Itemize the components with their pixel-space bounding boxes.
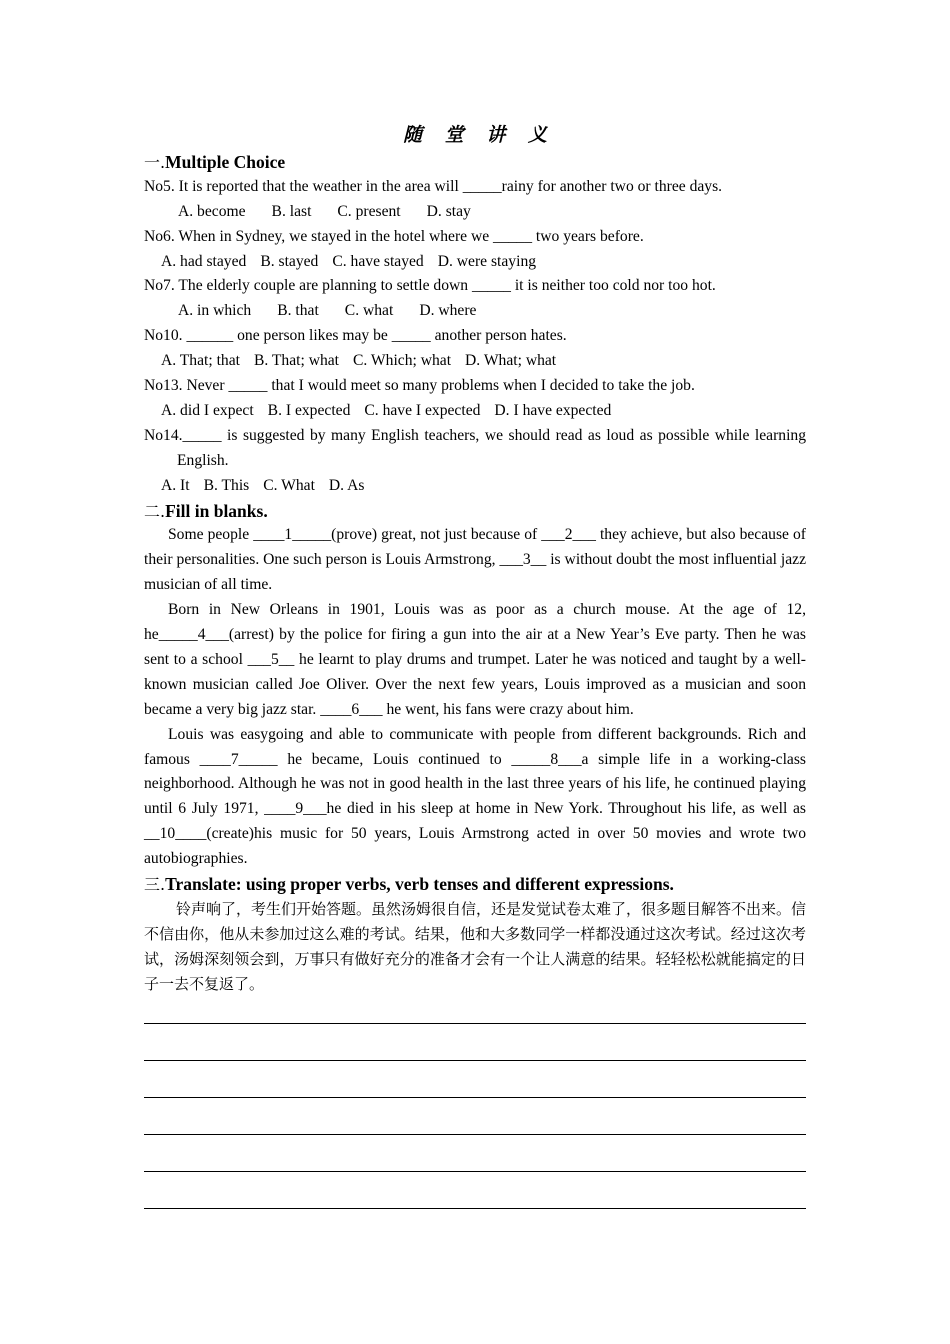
options-no13: [144, 399, 806, 424]
option: C. Which; what: [353, 352, 452, 370]
option: D. stay: [426, 202, 471, 220]
option: B. that: [277, 302, 319, 320]
option: B. stayed: [260, 252, 319, 270]
option: D. where: [419, 302, 477, 320]
question-no6: No6. When in Sydney, we stayed in the hotel where we _____ two years before.: [144, 227, 644, 245]
option: C. present: [337, 202, 401, 220]
question-no7: No7. The elderly couple are planning to settle down _____ it is neither too cold nor too hot.: [144, 277, 716, 295]
question-no14: No14._____ is suggested by many English teachers, we should read as loud as possible while learning English.: [144, 426, 806, 469]
answer-lines: [144, 997, 806, 1209]
option: A. did I expect: [161, 401, 254, 419]
option: A. That; that: [161, 352, 240, 370]
answer-line[interactable]: [144, 1135, 806, 1172]
option: D. I have expected: [494, 401, 612, 419]
options-no5: [144, 200, 806, 225]
option: A. had stayed: [161, 252, 247, 270]
option: A. become: [178, 202, 246, 220]
section-heading-multiple-choice: 一.Multiple Choice: [144, 152, 286, 172]
translation-passage: 铃声响了，考生们开始答题。虽然汤姆很自信，还是发觉试卷太难了，很多题目解答不出来。信不信由你，他从未参加过这么难的考试。结果，他和大多数同学一样都没通过这次考试。经过这次考试，汤姆深刻领会到，万事只有做好充分的准备才会有一个让人满意的结果。轻轻松松就能搞定的日子一去不复返了。: [144, 899, 807, 993]
answer-line[interactable]: [144, 1061, 806, 1098]
option: A. It: [161, 476, 190, 494]
options-no10: [144, 349, 806, 374]
option: B. last: [271, 202, 312, 220]
option: D. What; what: [465, 352, 557, 370]
worksheet-page: [144, 120, 806, 1209]
option: C. what: [344, 302, 394, 320]
option: B. That; what: [253, 352, 340, 370]
cloze-paragraph-3: Louis was easygoing and able to communicate with people from different backgrounds. Rich and famous ____7_____ he became, Louis continued to _____8___a simple life in a working-class neighborhood. Although he was not in good health in the last three years of his life, he continued playing until 6 July 1971, ____9___he died in his sleep at home in New York. Throughout his life, as well as __10____(create)his music for 50 years, Louis Armstrong acted in over 50 movies and wrote two autobiographies.: [144, 725, 806, 868]
section-heading-fill-in-blanks: 二.Fill in blanks.: [144, 500, 268, 521]
option: B. I expected: [267, 401, 351, 419]
option: C. have I expected: [364, 401, 481, 419]
options-no7: [144, 299, 806, 324]
option: D. were staying: [437, 252, 537, 270]
cloze-paragraph-1: Some people ____1_____(prove) great, not just because of ___2___ they achieve, but also because of their personalities. One such person is Louis Armstrong, ___3__ is without doubt the most influential jazz musician of all time.: [144, 526, 806, 594]
option: C. have stayed: [332, 252, 424, 270]
answer-line[interactable]: [144, 1172, 806, 1209]
section-heading-translate: 三.Translate: using proper verbs, verb tenses and different expressions.: [144, 874, 674, 895]
question-no10: No10. ______ one person likes may be _____ another person hates.: [144, 327, 567, 345]
option: D. As: [328, 476, 365, 494]
option: A. in which: [178, 302, 252, 320]
options-no6: [144, 250, 806, 275]
answer-line[interactable]: [144, 1098, 806, 1135]
answer-line[interactable]: [144, 1024, 806, 1061]
option: B. This: [203, 476, 250, 494]
options-no14: [144, 474, 806, 499]
answer-line[interactable]: [144, 997, 806, 1024]
question-no13: No13. Never _____ that I would meet so many problems when I decided to take the job.: [144, 377, 695, 395]
page-title: 随 堂 讲 义: [403, 124, 555, 146]
option: C. What: [263, 476, 315, 494]
question-no5: No5. It is reported that the weather in the area will _____rainy for another two or three days.: [144, 177, 723, 195]
cloze-paragraph-2: Born in New Orleans in 1901, Louis was as poor as a church mouse. At the age of 12, he_____4___(arrest) by the police for firing a gun into the air at a New Year’s Eve party. Then he was sent to a school ___5__ he learnt to play drums and trumpet. Later he was noticed and taught by a well-known musician called Joe Oliver. Over the next few years, Louis improved as a musician and soon became a very big jazz star. ____6___ he went, his fans were crazy about him.: [144, 601, 806, 718]
